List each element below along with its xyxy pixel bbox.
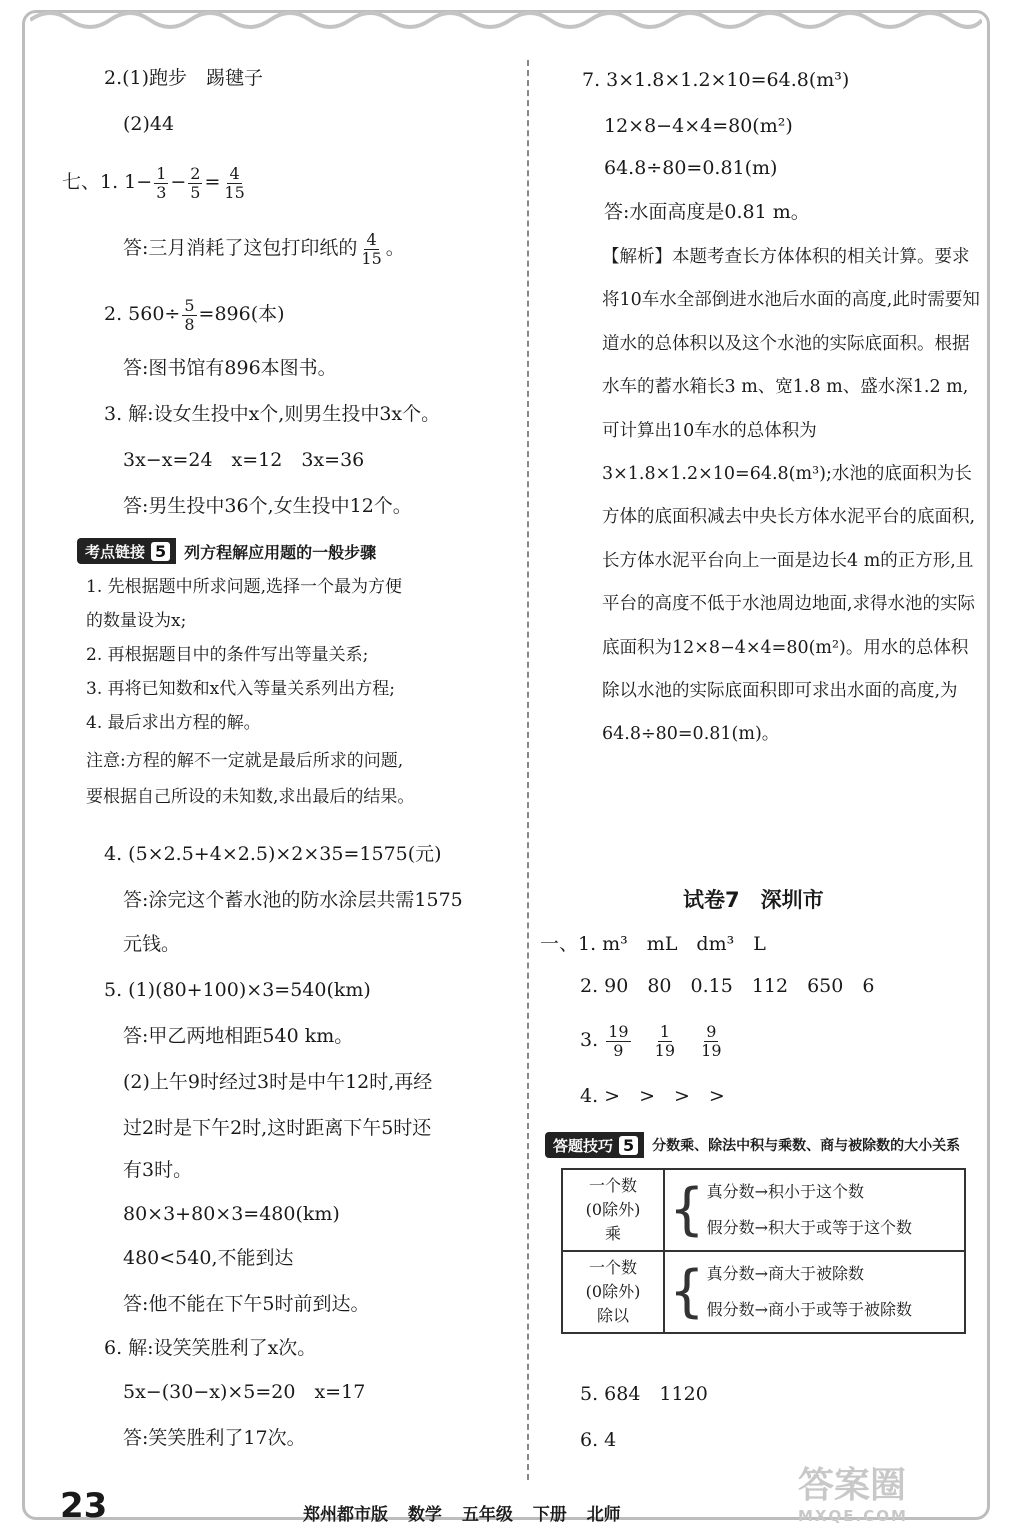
tips-rule: 真分数→商大于被除数 bbox=[706, 1264, 865, 1283]
tips-row bbox=[562, 1251, 965, 1333]
tips-row-rules bbox=[664, 1251, 965, 1333]
answer-7-2-response: 答:图书馆有896本图书。 bbox=[123, 357, 337, 379]
tips-rule: 假分数→商小于或等于被除数 bbox=[706, 1300, 913, 1319]
answer-2-1: 2.(1)跑步 踢毽子 bbox=[104, 67, 264, 89]
answer-s4: 4. > > > > bbox=[580, 1085, 725, 1107]
fraction: $\frac{1}{19}$ bbox=[654, 1021, 676, 1060]
answer-tip-tag: 答题技巧 5 分数乘、除法中积与乘数、商与被除数的大小关系 bbox=[545, 1132, 960, 1158]
knowledge-note-line: 注意:方程的解不一定就是最后所求的问题, bbox=[86, 751, 404, 771]
fraction: $\frac{19}{9}$ bbox=[608, 1021, 629, 1060]
watermark-logo: 答案圈 MXQE.COM bbox=[798, 1465, 908, 1525]
fraction: $\frac{5}{8}$ bbox=[184, 295, 195, 334]
tips-row-label bbox=[562, 1251, 664, 1333]
fraction: $\frac{1}{3}$ bbox=[156, 163, 167, 202]
answer-5-2-cont: 过2时是下午2时,这时距离下午5时还 bbox=[123, 1117, 432, 1139]
tips-row bbox=[562, 1169, 965, 1251]
answer-5-2-compare: 480<540,不能到达 bbox=[123, 1247, 294, 1269]
page-number: 23 bbox=[60, 1486, 108, 1526]
answer-6-equation: 5x−(30−x)×5=20 x=17 bbox=[123, 1381, 366, 1403]
tips-label-text: 一个数 (0除外) 乘 bbox=[585, 1176, 641, 1243]
tips-table bbox=[561, 1168, 966, 1334]
knowledge-note-line: 3. 再将已知数和x代入等量关系列出方程; bbox=[86, 679, 395, 699]
answer-7-2-equation: 2. 560÷ $\frac{5}{8}$ =896(本) bbox=[104, 295, 285, 334]
answer-2-2: (2)44 bbox=[123, 113, 175, 135]
tips-rule: 真分数→积小于这个数 bbox=[706, 1182, 865, 1201]
decorative-wave-border bbox=[30, 6, 982, 34]
answer-6-setup: 6. 解:设笑笑胜利了x次。 bbox=[104, 1337, 317, 1359]
answer-6-response: 答:笑笑胜利了17次。 bbox=[123, 1427, 306, 1449]
fraction: $\frac{2}{5}$ bbox=[190, 163, 201, 202]
tips-row-rules bbox=[664, 1169, 965, 1251]
answer-r7-1: 7. 3×1.8×1.2×10=64.8(m³) bbox=[582, 69, 850, 91]
answer-tip-title: 分数乘、除法中积与乘数、商与被除数的大小关系 bbox=[652, 1138, 961, 1154]
answer-7-1-equation: 七、1. 1− $\frac{1}{3}$ − $\frac{2}{5}$ = $\frac{4}{15}$ bbox=[62, 163, 245, 202]
column-divider bbox=[527, 60, 529, 1480]
answer-7-3-equation: 3x−x=24 x=12 3x=36 bbox=[123, 449, 365, 471]
answer-r7-2: 12×8−4×4=80(m²) bbox=[604, 115, 793, 137]
answer-s3: 3. $\frac{19}{9}$ $\frac{1}{19}$ $\frac{9}{19}$ bbox=[580, 1021, 722, 1060]
knowledge-note-line: 4. 最后求出方程的解。 bbox=[86, 713, 261, 733]
answer-4-equation: 4. (5×2.5+4×2.5)×2×35=1575(元) bbox=[104, 843, 442, 865]
answer-s1: 一、1. m³ mL dm³ L bbox=[540, 933, 766, 955]
knowledge-note-line: 的数量设为x; bbox=[86, 611, 187, 631]
answer-5-2-cont: 有3时。 bbox=[123, 1159, 193, 1181]
knowledge-note-line: 1. 先根据题中所求问题,选择一个最为方便 bbox=[86, 577, 403, 597]
fraction: $\frac{9}{19}$ bbox=[701, 1021, 722, 1060]
answer-5-1-response: 答:甲乙两地相距540 km。 bbox=[123, 1025, 354, 1047]
knowledge-note-line: 要根据自己所设的未知数,求出最后的结果。 bbox=[86, 787, 415, 807]
answer-s2: 2. 90 80 0.15 112 650 6 bbox=[580, 975, 875, 997]
answer-5-2-equation: 80×3+80×3=480(km) bbox=[123, 1203, 340, 1225]
knowledge-link-title: 列方程解应用题的一般步骤 bbox=[184, 542, 377, 562]
fraction: $\frac{4}{15}$ bbox=[224, 163, 245, 202]
tips-rule: 假分数→积大于或等于这个数 bbox=[706, 1218, 913, 1237]
answer-5-2-response: 答:他不能在下午5时前到达。 bbox=[123, 1293, 370, 1315]
tips-row-label bbox=[562, 1169, 664, 1251]
knowledge-link-tag: 考点链接 5 列方程解应用题的一般步骤 bbox=[77, 538, 376, 564]
footer-edition: 郑州都市版 数学 五年级 下册 北师 bbox=[303, 1505, 621, 1525]
answer-4-response-cont: 元钱。 bbox=[123, 933, 181, 955]
answer-5-2: (2)上午9时经过3时是中午12时,再经 bbox=[123, 1071, 433, 1093]
answer-r7-3: 64.8÷80=0.81(m) bbox=[604, 157, 778, 179]
answer-7-3-response: 答:男生投中36个,女生投中12个。 bbox=[123, 495, 412, 517]
answer-s6: 6. 4 bbox=[580, 1429, 617, 1451]
fraction: $\frac{4}{15}$ bbox=[361, 229, 382, 268]
answer-4-response: 答:涂完这个蓄水池的防水涂层共需1575 bbox=[123, 889, 463, 911]
brace-icon: { bbox=[669, 1177, 705, 1242]
knowledge-note-line: 2. 再根据题目中的条件写出等量关系; bbox=[86, 645, 369, 665]
answer-s5: 5. 684 1120 bbox=[580, 1383, 708, 1405]
brace-icon: { bbox=[669, 1259, 705, 1324]
tips-label-text: 一个数 (0除外) 除以 bbox=[585, 1258, 641, 1325]
answer-7-1-response: 答:三月消耗了这包打印纸的 $\frac{4}{15}$ 。 bbox=[123, 229, 405, 268]
analysis-paragraph: 【解析】本题考查长方体体积的相关计算。要求将10车水全部倒进水池后水面的高度,此时需要知道水的总体积以及这个水池的实际底面积。根据水车的蓄水箱长3 m、宽1.8 m、盛水深1.2 m,可计算出10车水的总体积为3×1.8×1.2×10=64.8(m³);水池的底面积为长方体的底面积减去中央长方体水泥平台的底面积,长方体水泥平台向上一面是边长4 m的正方形,且平台的高度不低于水池周边地面,求得水池的实际底面积为12×8−4×4=80(m²)。用水的总体积除以水池的实际底面积即可求出水面的高度,为64.8÷80=0.81(m)。 bbox=[602, 247, 980, 745]
section-heading: 试卷7 深圳市 bbox=[683, 888, 824, 912]
answer-5-1: 5. (1)(80+100)×3=540(km) bbox=[104, 979, 371, 1001]
answer-7-3-setup: 3. 解:设女生投中x个,则男生投中3x个。 bbox=[104, 403, 441, 425]
answer-r7-response: 答:水面高度是0.81 m。 bbox=[604, 201, 810, 223]
